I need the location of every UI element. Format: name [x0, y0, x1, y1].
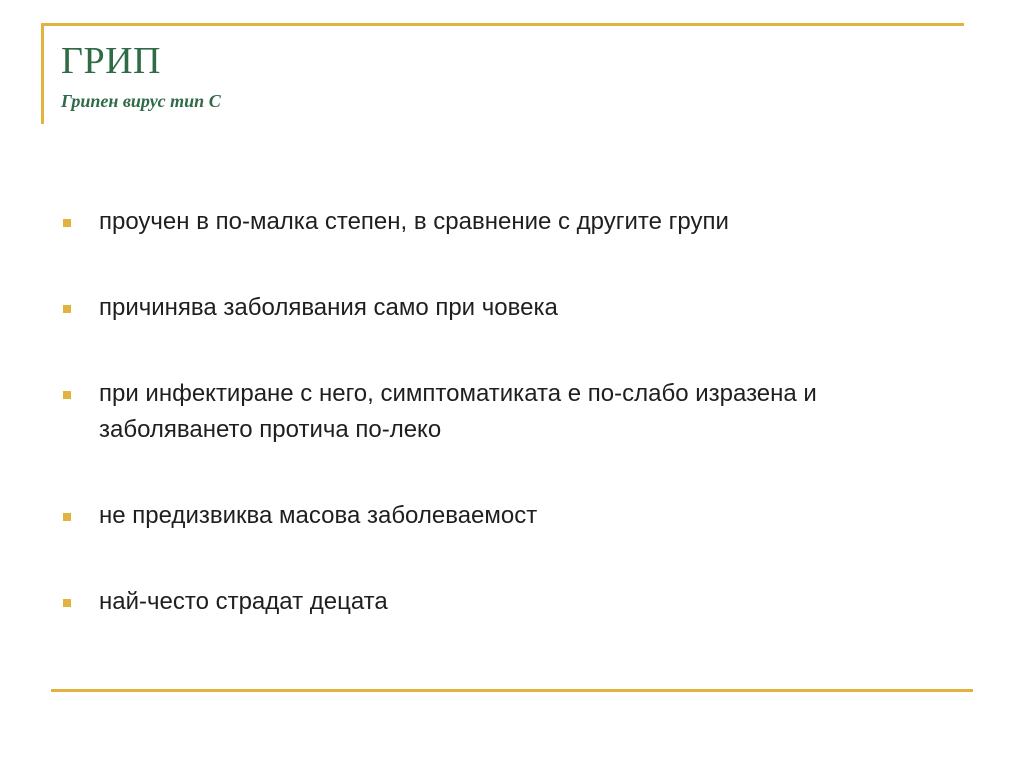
bullet-item [61, 204, 961, 240]
square-bullet-icon [63, 219, 71, 227]
bullet-item [61, 376, 961, 448]
slide-subtitle: Грипен вирус тип С [61, 91, 221, 111]
bullet-item [61, 584, 961, 620]
bottom-accent-rule [51, 689, 973, 692]
square-bullet-icon [63, 513, 71, 521]
square-bullet-icon [63, 305, 71, 313]
left-accent-rule [41, 23, 44, 124]
bullet-text: проучен в по-малка степен, в сравнение с другите групи [99, 208, 729, 235]
square-bullet-icon [63, 391, 71, 399]
bullet-item [61, 498, 961, 534]
bullet-text: не предизвиква масова заболеваемост [99, 502, 538, 529]
bullet-list [61, 204, 961, 670]
bullet-text: при инфектиране с него, симптоматиката е по-слабо изразена и заболяването протича по-леко [99, 380, 817, 443]
bullet-text: най-често страдат децата [99, 588, 388, 615]
bullet-item [61, 290, 961, 326]
square-bullet-icon [63, 599, 71, 607]
slide-title: ГРИП [61, 40, 161, 82]
top-accent-rule [41, 23, 964, 26]
bullet-text: причинява заболявания само при човека [99, 294, 558, 321]
